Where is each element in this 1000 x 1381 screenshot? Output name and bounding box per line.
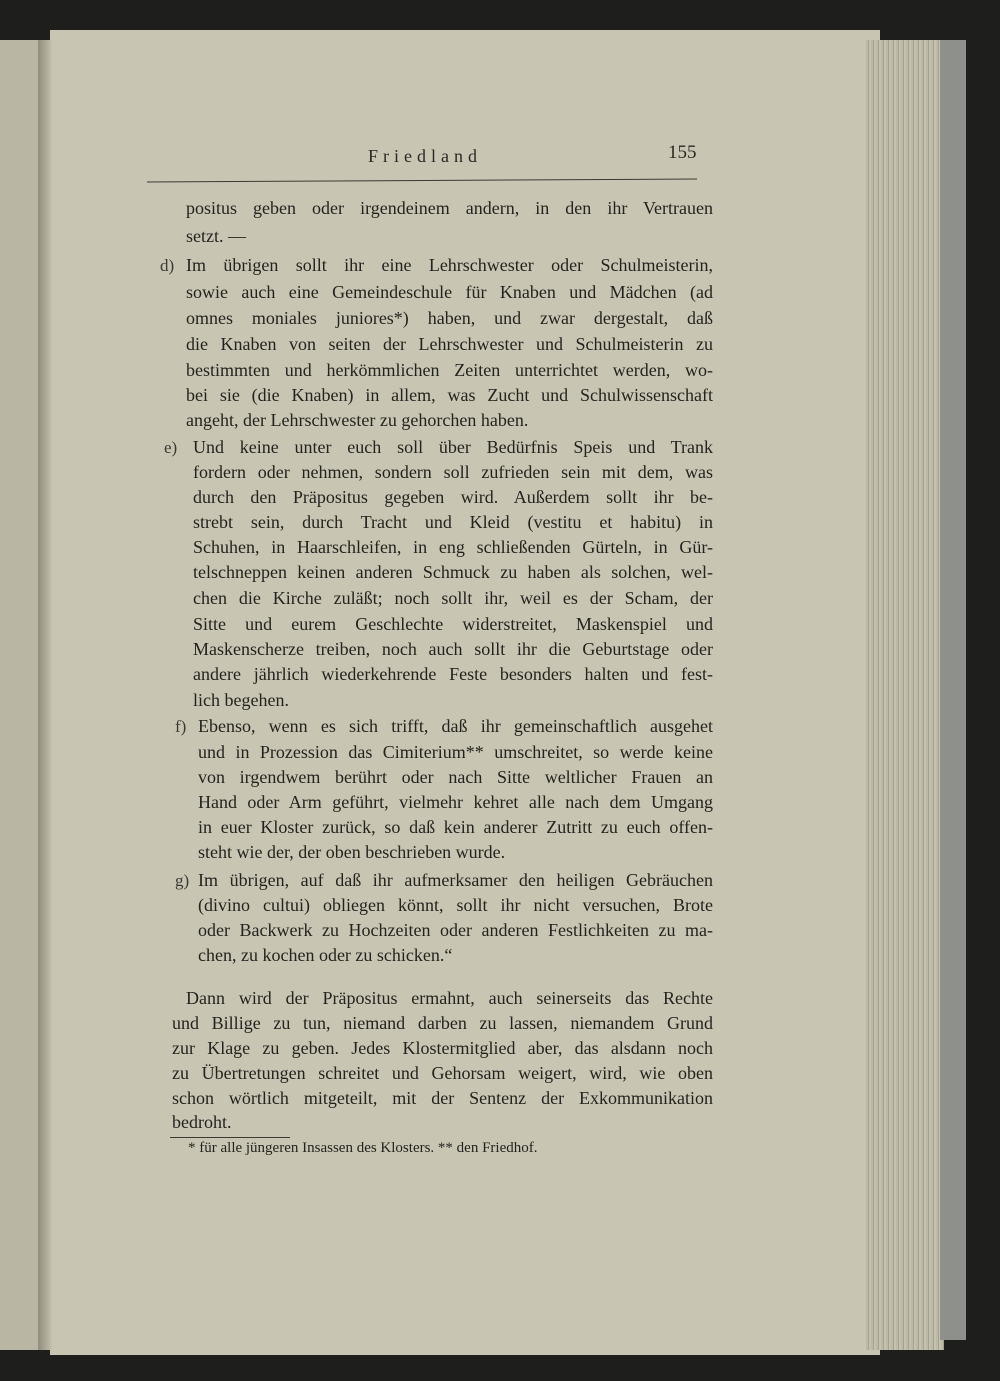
text-line: sowie auch eine Gemeindeschule für Knaben und Mädchen (ad — [186, 282, 713, 302]
text-line: durch den Präpositus gegeben wird. Außerdem sollt ihr be- — [193, 487, 713, 507]
text-line: chen die Kirche zuläßt; noch sollt ihr, weil es der Scham, der — [193, 588, 713, 608]
text-line: bedroht. — [172, 1112, 232, 1132]
item-label: d) — [160, 256, 175, 275]
text-line: Hand oder Arm geführt, vielmehr kehret alle nach dem Umgang — [198, 792, 713, 812]
text-line: Im übrigen sollt ihr eine Lehrschwester oder Schulmeisterin, — [186, 255, 713, 275]
text-line: Im übrigen, auf daß ihr aufmerksamer den heiligen Gebräuchen — [198, 870, 713, 890]
text-line: Ebenso, wenn es sich trifft, daß ihr gemeinschaftlich ausgehet — [198, 716, 713, 736]
text-line: Schuhen, in Haarschleifen, in eng schließenden Gürteln, in Gür- — [193, 537, 713, 557]
text-line: zu Übertretungen schreitet und Gehorsam weigert, wird, wie oben — [172, 1063, 713, 1083]
text-line: zur Klage zu geben. Jedes Klostermitglied aber, das alsdann noch — [172, 1038, 713, 1058]
page-number: 155 — [668, 142, 697, 163]
text-line: in euer Kloster zurück, so daß kein anderer Zutritt zu euch offen- — [198, 817, 713, 837]
text-line: andere jährlich wiederkehrende Feste besonders halten und fest- — [193, 664, 713, 684]
text-line: positus geben oder irgendeinem andern, in den ihr Vertrauen — [186, 198, 713, 218]
text-line: (divino cultui) obliegen könnt, sollt ihr nicht versuchen, Brote — [198, 895, 713, 915]
text-line: telschneppen keinen anderen Schmuck zu haben als solchen, wel- — [193, 562, 713, 582]
book-cover — [940, 40, 966, 1340]
item-label: f) — [175, 717, 187, 736]
text-line: angeht, der Lehrschwester zu gehorchen haben. — [186, 410, 529, 430]
item-label: e) — [164, 438, 178, 457]
text-line: oder Backwerk zu Hochzeiten oder anderen Festlichkeiten zu ma- — [198, 920, 713, 940]
page-edges — [866, 40, 944, 1350]
text-line: Dann wird der Präpositus ermahnt, auch seinerseits das Rechte — [186, 988, 713, 1008]
text-line: Sitte und eurem Geschlechte widerstreitet, Maskenspiel und — [193, 614, 713, 634]
text-line: die Knaben von seiten der Lehrschwester und Schulmeisterin zu — [186, 334, 713, 354]
footnote-rule — [170, 1137, 290, 1138]
text-line: steht wie der, der oben beschrieben wurde. — [198, 842, 506, 862]
text-line: lich begehen. — [193, 690, 289, 710]
text-line: und Billige zu tun, niemand darben zu lassen, niemandem Grund — [172, 1013, 713, 1033]
text-line: schon wörtlich mitgeteilt, mit der Sentenz der Exkommunikation — [172, 1088, 713, 1108]
text-line: Maskenscherze treiben, noch auch sollt ihr die Geburtstage oder — [193, 639, 713, 659]
text-line: von irgendwem berührt oder nach Sitte weltlicher Frauen an — [198, 767, 713, 787]
text-line: setzt. — — [186, 226, 246, 246]
footnote: * für alle jüngeren Insassen des Klosters. ** den Friedhof. — [188, 1140, 538, 1156]
text-line: und in Prozession das Cimiterium** umschreitet, so werde keine — [198, 742, 713, 762]
text-line: strebt sein, durch Tracht und Kleid (vestitu et habitu) in — [193, 512, 713, 532]
text-line: fordern oder nehmen, sondern soll zufrieden sein mit dem, was — [193, 462, 713, 482]
text-line: bestimmten und herkömmlichen Zeiten unterrichtet werden, wo- — [186, 360, 713, 380]
item-label: g) — [175, 871, 190, 890]
text-line: Und keine unter euch soll über Bedürfnis Speis und Trank — [193, 437, 713, 457]
book-gutter — [38, 40, 52, 1350]
text-line: bei sie (die Knaben) in allem, was Zucht und Schulwissenschaft — [186, 385, 713, 405]
running-header: Friedland — [368, 146, 482, 166]
text-line: chen, zu kochen oder zu schicken.“ — [198, 945, 453, 965]
text-line: omnes moniales juniores*) haben, und zwar dergestalt, daß — [186, 308, 713, 328]
